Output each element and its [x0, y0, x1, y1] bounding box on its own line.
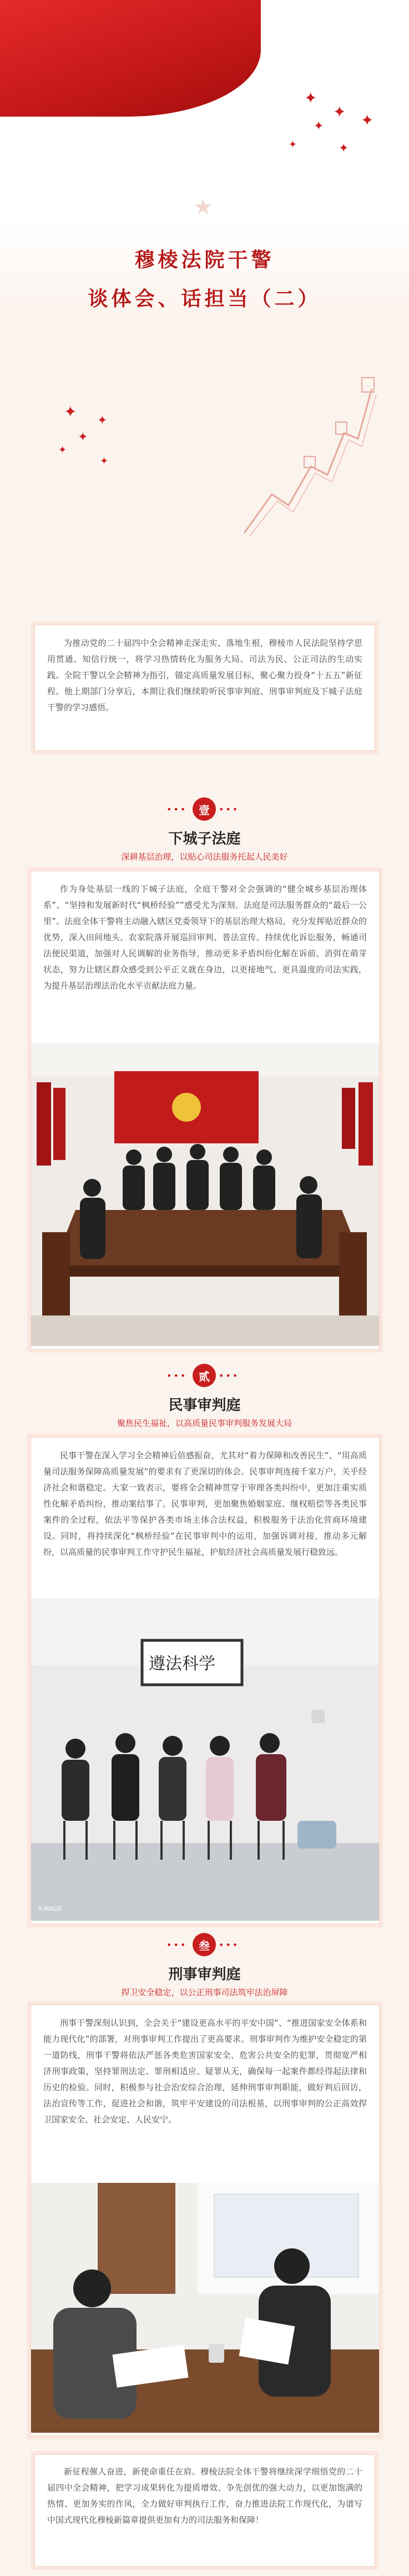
dove-icon: ✦: [314, 119, 324, 133]
photo-watermark: X-MAGE: [38, 1905, 62, 1912]
reading-photo: [31, 2183, 379, 2433]
section-badge: 壹: [193, 797, 216, 821]
dove-icon: ✦: [78, 430, 88, 444]
section-title: 刑事审判庭: [168, 1966, 241, 1983]
meeting-photo: [31, 1043, 379, 1346]
dove-icon: ✦: [361, 111, 374, 129]
dove-icon: ✦: [333, 103, 346, 121]
dove-icon: ✦: [100, 455, 109, 467]
intro-text: 为推动党的二十届四中全会精神走深走实、落地生根，穆棱市人民法院坚持学思用贯通、知信行统一，将学习热情转化为服务大局、司法为民、公正司法的生动实践。全院干警以全会精神为指引，锚定高质量发展目标，聚心聚力投身“十五五”新征程。他上期部门分享后，本期让我们继续聆听民事审判庭、刑事审判庭及下城子法庭干警的学习感悟。: [47, 638, 362, 712]
section-dots-right: •••: [219, 1940, 240, 1950]
dove-icon: ✦: [304, 89, 317, 107]
section-dots-left: •••: [166, 1370, 188, 1381]
outro-text: 新征程催人奋进，新使命重任在肩。穆棱法院全体干警将继续深学细悟党的二十届四中全会精神，把学习成果转化为提质增效、争先创优的强大动力，以更加饱满的热情、更加务实的作风，全力做好审判执行工作，奋力推进法院工作现代化，为谱写中国式现代化穆棱新篇章提供更加有力的司法服务和保障！: [47, 2467, 362, 2525]
intro-card: [34, 625, 375, 751]
red-flag-banner: [0, 0, 261, 117]
section-card: [31, 2005, 380, 2436]
section-dots-left: •••: [166, 1940, 188, 1950]
outro-card: [34, 2454, 375, 2567]
calligraphy-sign: 遵法科学: [149, 1654, 215, 1674]
section-dots-right: •••: [219, 804, 240, 815]
section-dots-right: •••: [219, 1370, 240, 1381]
star-icon: ★: [193, 194, 213, 220]
dove-icon: ✦: [64, 403, 77, 421]
section-subtitle: 深耕基层治理，以贴心司法服务托起人民美好: [121, 852, 288, 862]
section-text: 民事干警在深入学习全会精神后倍感振奋，尤其对“着力保障和改善民生”、“用高质量司法服务保障高质量发展”的要求有了更深切的体会。民事审判连接千家万户，关乎经济社会和谐稳定。大家一致表示，要将全会精神贯穿于审理各类纠纷中，更加注重实质性化解矛盾纠纷，推动案结事了。民事审判，更加聚焦婚姻家庭、继权赔偿等各类民事案件的全过程，依法平等保护各类市场主体合法权益，积极服务于法治化营商环境建设。同时，将持续深化“枫桥经验”在民事审判中的运用，加强诉调对接，推动多元解纷，以高质量的民事审判工作守护民生福祉，护航经济社会高质量发展行稳致远。: [43, 1450, 367, 1557]
section-card: [31, 1437, 380, 1924]
great-wall-illustration: [239, 355, 383, 539]
section-subtitle: 聚焦民生福祉，以高质量民事审判服务发展大局: [117, 1418, 292, 1428]
dove-icon: ✦: [289, 139, 297, 150]
dove-icon: ✦: [339, 142, 349, 155]
header-banner: [0, 0, 409, 311]
section-card: [31, 871, 380, 1349]
section-subtitle: 捍卫安全稳定，以公正刑事司法筑牢法治屏障: [121, 1987, 288, 1997]
dove-icon: ✦: [97, 414, 108, 428]
section-title: 民事审判庭: [168, 1397, 241, 1414]
section-dots-left: •••: [166, 804, 188, 815]
dove-icon: ✦: [58, 444, 67, 456]
section-badge: 贰: [193, 1364, 216, 1387]
section-text: 作为身处基层一线的下城子法庭，全庭干警对全会强调的“健全城乡基层治理体系”、“坚持和发展新时代“枫桥经验””感受尤为深刻。法庭是司法服务群众的“最后一公里”。法庭全体干警将主动融入辖区党委领导下的基层治理大格局，充分发挥贴近群众的优势，深入田间地头、农家院落开展巡回审判、普法宣传。持续优化诉讼服务，畅通司法便民渠道，加强对人民调解的业务指导，推动更多矛盾纠纷化解在诉前、消弭在萌芽状态，努力让辖区群众感受到公平正义就在身边，以更接地气、更具温度的司法实践，为提升基层治理法治化水平贡献法庭力量。: [43, 884, 367, 991]
section-text: 刑事干警深刻认识到，全会关于“建设更高水平的平安中国”、“推进国家安全体系和能力现代化”的部署，对刑事审判工作提出了更高要求。刑事审判作为维护安全稳定的第一道防线，刑事干警将依法严惩各类危害国家安全、危害公共安全的犯罪，贯彻宽严相济刑事政策，坚持罪刑法定、罪刑相适应、疑罪从无，确保每一起案件都经得起法律和历史的检验。同时，积极参与社会治安综合治理，延伸刑事审判职能，做好判后回访，法治宣传等工作，促进社会和谐，筑牢平安建设的司法根基，以刑事审判的公正高效捍卫国家安全、社会安定、人民安宁。: [43, 2018, 367, 2125]
study-photo: [31, 1599, 379, 1921]
page-title-line1: 穆棱法院干警: [134, 249, 275, 272]
section-badge: 叁: [193, 1933, 216, 1956]
page-title-line2: 谈体会、话担当（二）: [88, 288, 321, 310]
section-title: 下城子法庭: [168, 831, 241, 847]
